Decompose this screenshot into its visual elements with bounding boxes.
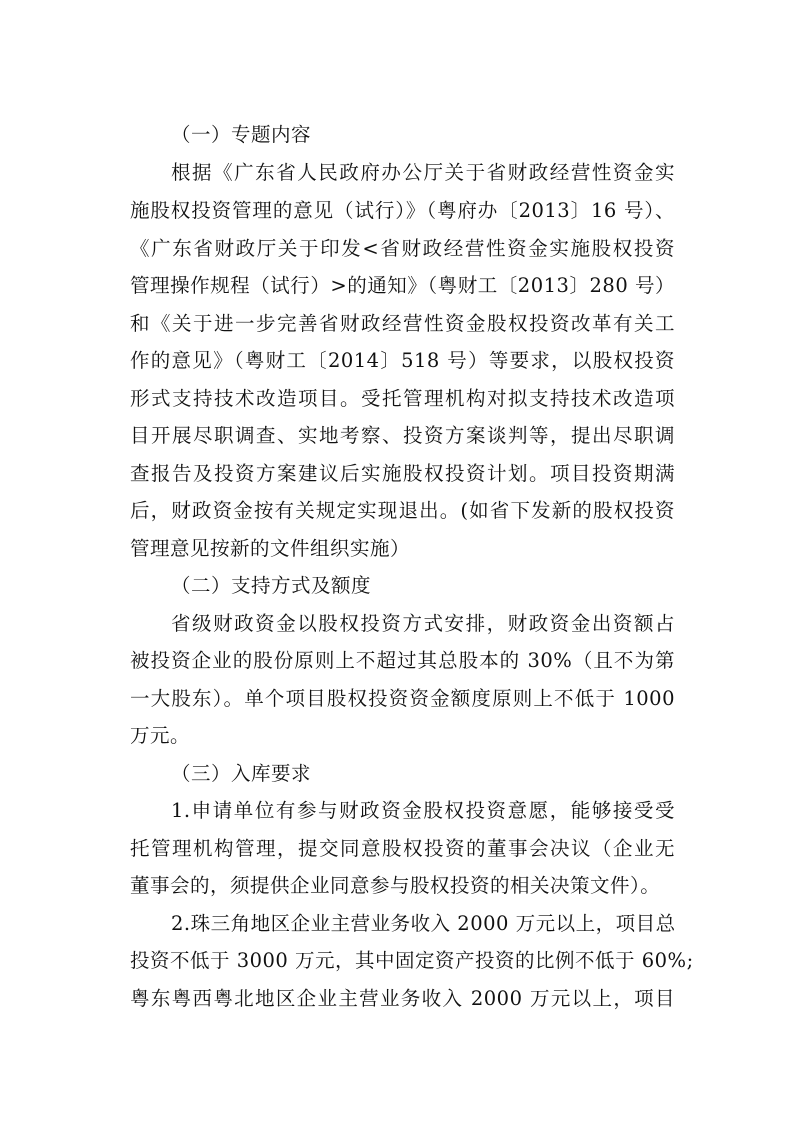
paragraph-line: 董事会的，须提供企业同意参与股权投资的相关决策文件）。: [130, 874, 661, 897]
section-heading: （一）专题内容: [171, 123, 312, 146]
paragraph-line: 投资不低于 3000 万元，其中固定资产投资的比例不低于 60%;: [130, 949, 694, 972]
paragraph-line: 管理操作规程（试行）>的通知》（粤财工〔2013〕280 号）: [130, 274, 675, 297]
paragraph-line: 和《关于进一步完善省财政经营性资金股权投资改革有关工: [130, 312, 675, 335]
paragraph-line: 后，财政资金按有关规定实现退出。(如省下发新的股权投资: [130, 499, 675, 522]
paragraph-line: 管理意见按新的文件组织实施）: [130, 537, 411, 560]
paragraph-line: 2.珠三角地区企业主营业务收入 2000 万元以上，项目总: [171, 912, 676, 935]
paragraph-line: 形式支持技术改造项目。受托管理机构对拟支持技术改造项: [130, 387, 675, 410]
paragraph-line: 一大股东）。单个项目股权投资资金额度原则上不低于 1000: [130, 687, 675, 710]
paragraph-line: 施股权投资管理的意见（试行）》（粤府办〔2013〕16 号）、: [130, 199, 675, 222]
paragraph-line: 省级财政资金以股权投资方式安排，财政资金出资额占: [171, 612, 675, 635]
paragraph-line: 《广东省财政厅关于印发<省财政经营性资金实施股权投资: [130, 237, 675, 260]
paragraph-line: 被投资企业的股份原则上不超过其总股本的 30%（且不为第: [130, 649, 675, 672]
section-heading: （三）入库要求: [171, 762, 312, 785]
paragraph-line: 根据《广东省人民政府办公厅关于省财政经营性资金实: [171, 161, 675, 184]
paragraph-line: 万元。: [130, 724, 191, 747]
paragraph-line: 目开展尽职调查、实地考察、投资方案谈判等，提出尽职调: [130, 424, 675, 447]
paragraph-line: 1.申请单位有参与财政资金股权投资意愿，能够接受受: [171, 799, 675, 822]
paragraph-line: 粤东粤西粤北地区企业主营业务收入 2000 万元以上，项目: [130, 987, 675, 1010]
paragraph-line: 作的意见》（粤财工〔2014〕518 号）等要求，以股权投资: [130, 349, 675, 372]
paragraph-line: 查报告及投资方案建议后实施股权投资计划。项目投资期满: [130, 462, 675, 485]
section-heading: （二）支持方式及额度: [171, 574, 372, 597]
paragraph-line: 托管理机构管理，提交同意股权投资的董事会决议（企业无: [130, 837, 675, 860]
